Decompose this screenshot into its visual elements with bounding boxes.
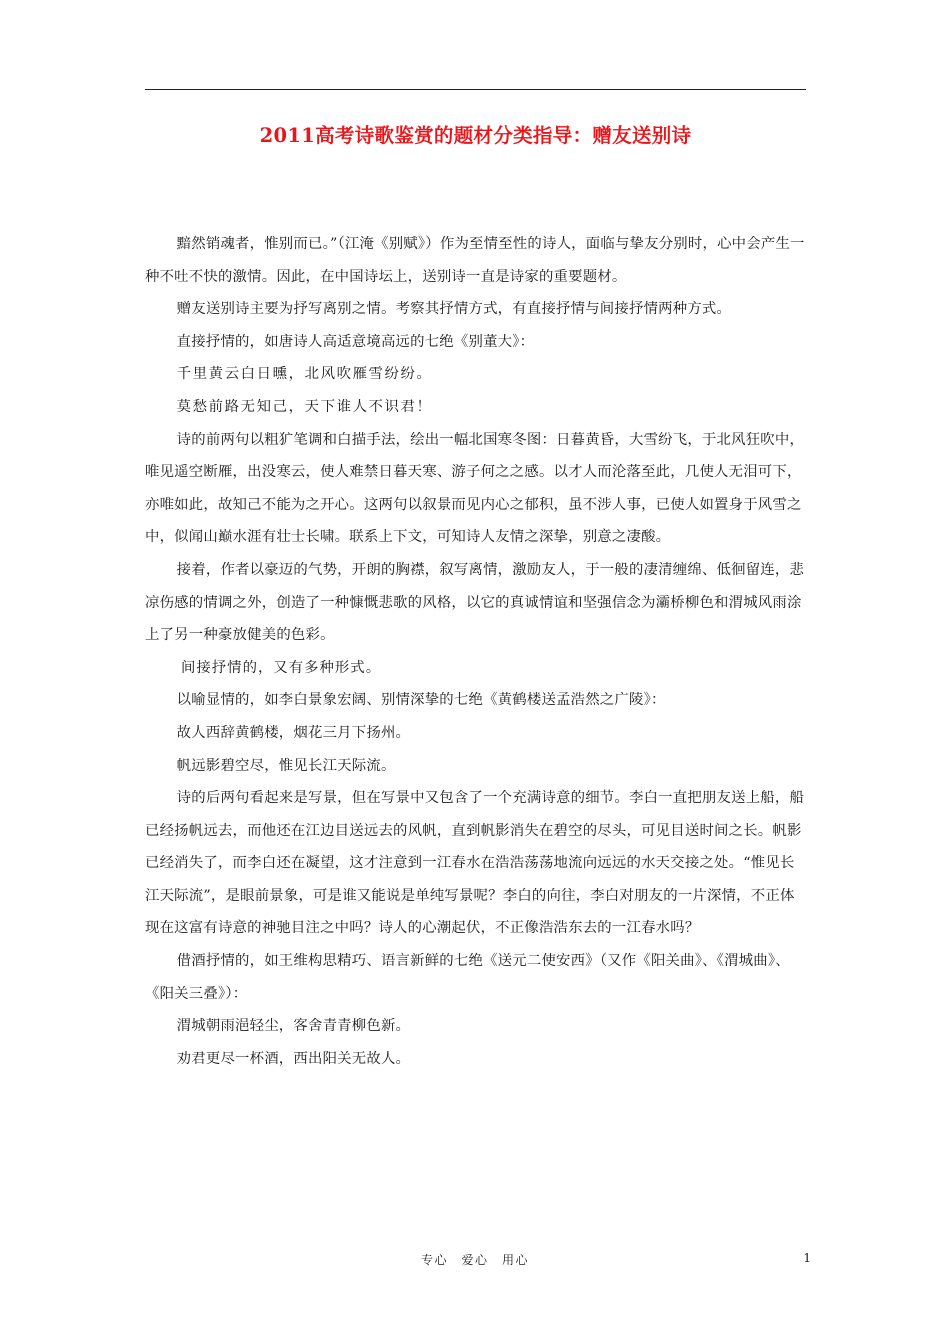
poem-line: 千里黄云白日曛，北风吹雁雪纷纷。: [176, 366, 433, 383]
paragraph-analysis: 诗的前两句以粗犷笔调和白描手法，绘出一幅北国寒冬图：日暮黄昏，大雪纷飞，于北风狂吹中，唯见遥空断雁，出没寒云，使人难禁日暮天寒、游子何之之感。以才人而沦落至此，几使人无泪可下，亦唯如此，故知己不能为之开心。这两句以叙景而见内心之郁积，虽不涉人事，已使人如置身于风雪之中，似闻山巅水涯有壮士长啸。联系上下文，可知诗人友情之深挚，别意之凄酸。: [145, 431, 805, 546]
paragraph-metaphor-lyric: 以喻显情的，如李白景象宏阔、别情深挚的七绝《黄鹤楼送孟浩然之广陵》：: [176, 692, 666, 709]
header-rule: [145, 89, 806, 90]
paragraph-indirect-lyric: 间接抒情的，又有多种形式。: [181, 659, 382, 676]
poem-line: 故人西辞黄鹤楼，烟花三月下扬州。: [176, 724, 411, 741]
document-title: 2011高考诗歌鉴赏的题材分类指导：赠友送别诗: [259, 124, 692, 147]
paragraph-overview: 赠友送别诗主要为抒写离别之情。考察其抒情方式，有直接抒情与间接抒情两种方式。: [176, 301, 732, 318]
paragraph-analysis: 诗的后两句看起来是写景，但在写景中又包含了一个充满诗意的细节。李白一直把朋友送上船，船已经扬帆远去，而他还在江边目送远去的风帆，直到帆影消失在碧空的尽头，可见目送时间之长。帆影已经消失了，而李白还在凝望，这才注意到一江春水在浩浩荡荡地流向远远的水天交接之处。“惟见长江天际流”，是眼前景象，可是谁又能说是单纯写景呢？李白的向往，李白对朋友的一片深情，不正体现在这富有诗意的神驰目注之中吗？诗人的心潮起伏，不正像浩浩东去的一江春水吗？: [145, 790, 805, 937]
poem-line: 劝君更尽一杯酒，西出阳关无故人。: [176, 1050, 411, 1067]
page-number: 1: [803, 1251, 811, 1265]
footer-motto: 专心 爱心 用心: [420, 1253, 529, 1267]
paragraph-analysis: 接着，作者以豪迈的气势，开朗的胸襟，叙写离情，激励友人，于一般的凄清缠绵、低徊留连，悲凉伤感的情调之外，创造了一种慷慨悲歌的风格，以它的真诚情谊和坚强信念为灞桥柳色和渭城风雨涂上了另一种豪放健美的色彩。: [145, 561, 805, 644]
paragraph-direct-lyric: 直接抒情的，如唐诗人高适意境高远的七绝《别董大》：: [176, 333, 535, 350]
paragraph-intro: 黯然销魂者，惟别而已。”（江淹《别赋》）作为至情至性的诗人，面临与挚友分别时，心中会产生一种不吐不快的激情。因此，在中国诗坛上，送别诗一直是诗家的重要题材。: [145, 236, 805, 285]
document-body: [145, 228, 808, 1075]
paragraph-wine-lyric: 借酒抒情的，如王维构思精巧、语言新鲜的七绝《送元二使安西》（又作《阳关曲》、《渭城曲》、《阳关三叠》）：: [145, 953, 790, 1002]
poem-line: 帆远影碧空尽，惟见长江天际流。: [176, 757, 396, 774]
poem-line: 莫愁前路无知己，天下谁人不识君！: [176, 398, 433, 415]
poem-line: 渭城朝雨浥轻尘，客舍青青柳色新。: [176, 1018, 411, 1035]
